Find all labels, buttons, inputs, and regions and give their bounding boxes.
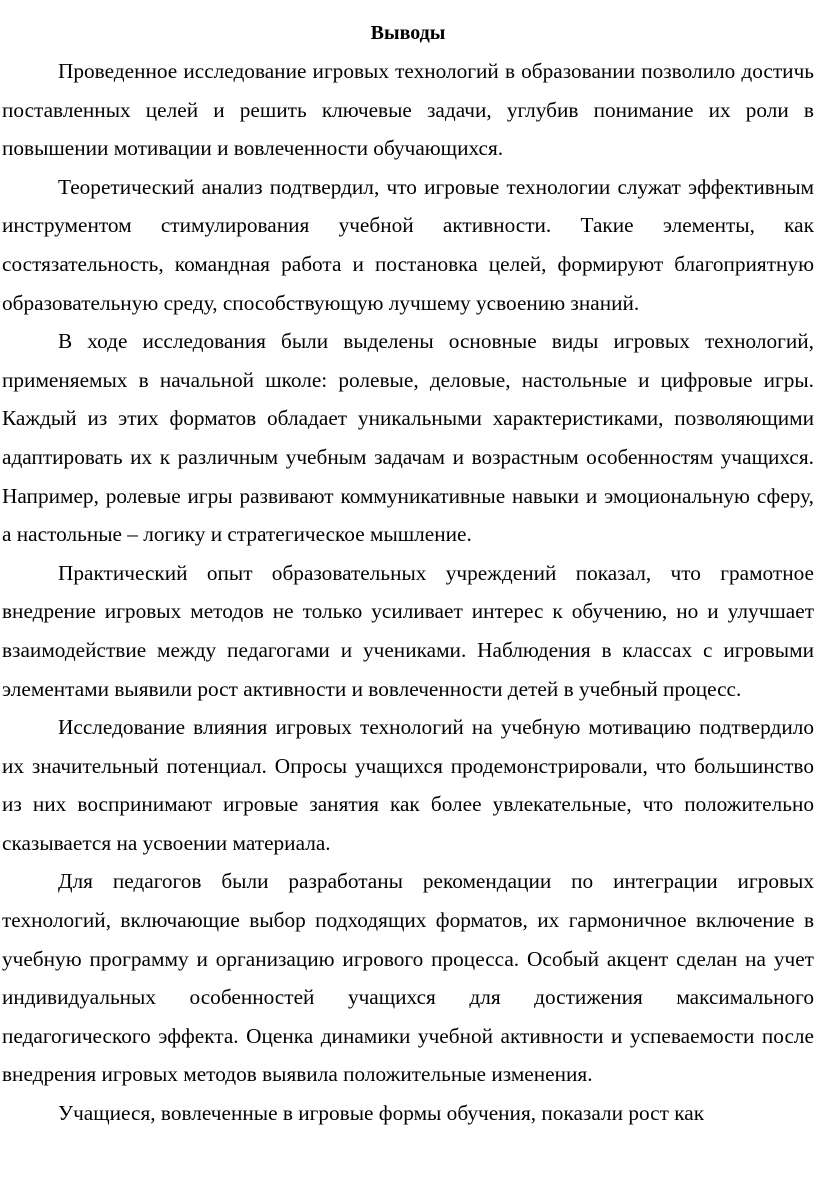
section-title: Выводы <box>370 22 446 44</box>
paragraph-2: Теоретический анализ подтвердил, что игровые технологии служат эффективным инструментом стимулирования учебной активности. Такие элементы, как состязательность, командная работа и постановка целей, формируют благоприятную образовательную среду, способствующую лучшему усвоению знаний. <box>2 174 814 315</box>
paragraph-3: В ходе исследования были выделены основные виды игровых технологий, применяемых в начальной школе: ролевые, деловые, настольные и цифровые игры. Каждый из этих форматов обладает уникальными характеристиками, позволяющими адаптировать их к различным учебным задачам и возрастным особенностям учащихся. Например, ролевые игры развивают коммуникативные навыки и эмоциональную сферу, а настольные – логику и стратегическое мышление. <box>2 329 814 547</box>
paragraph-4: Практический опыт образовательных учреждений показал, что грамотное внедрение игровых методов не только усиливает интерес к обучению, но и улучшает взаимодействие между педагогами и учениками. Наблюдения в классах с игровыми элементами выявили рост активности и вовлеченности детей в учебный процесс. <box>2 560 814 701</box>
paragraph-1: Проведенное исследование игровых технологий в образовании позволило достичь поставленных целей и решить ключевые задачи, углубив понимание их роли в повышении мотивации и вовлеченности обучающихся. <box>2 59 814 161</box>
paragraph-5: Исследование влияния игровых технологий на учебную мотивацию подтвердило их значительный потенциал. Опросы учащихся продемонстрировали, что большинство из них воспринимают игровые занятия как более увлекательные, что положительно сказывается на усвоении материала. <box>2 715 814 855</box>
paragraph-7: Учащиеся, вовлеченные в игровые формы обучения, показали рост как <box>58 1101 705 1126</box>
paragraph-6: Для педагогов были разработаны рекомендации по интеграции игровых технологий, включающие выбор подходящих форматов, их гармоничное включение в учебную программу и организацию игрового процесса. Особый акцент сделан на учет индивидуальных особенностей учащихся для достижения максимального педагогического эффекта. Оценка динамики учебной активности и успеваемости после внедрения игровых методов выявила положительные изменения. <box>2 869 814 1087</box>
